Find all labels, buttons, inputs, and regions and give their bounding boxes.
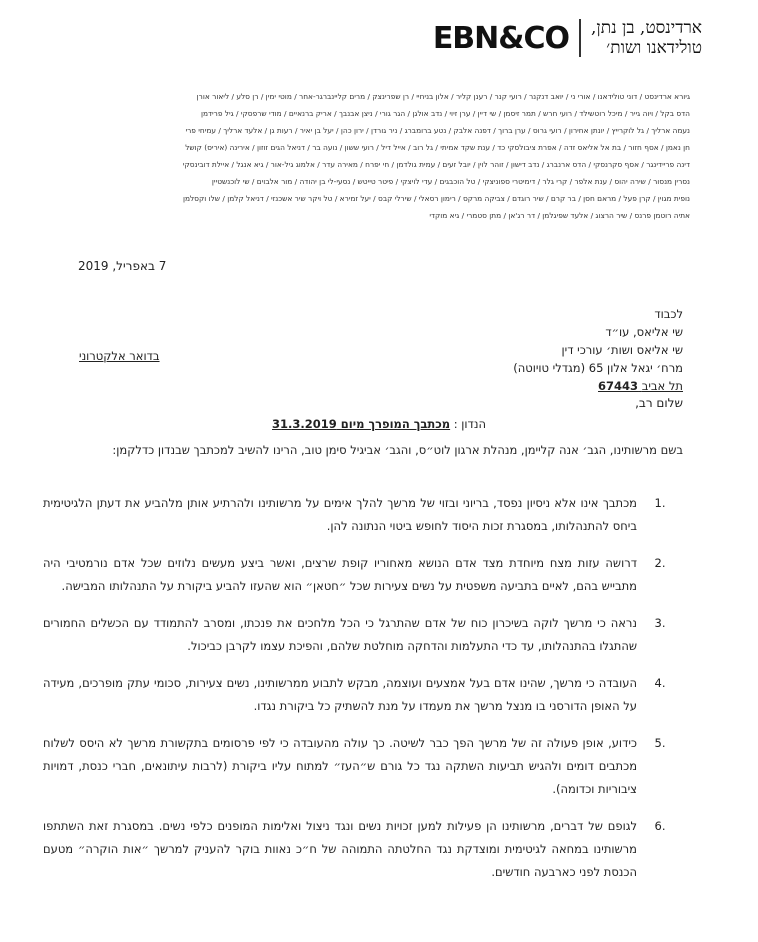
firm-letterhead: [433, 18, 702, 58]
paragraph-number: 4.: [654, 676, 666, 690]
subject-label: הנדון :: [453, 417, 486, 431]
firm-name: [591, 18, 702, 58]
partners-line: נסרין מנסור / שירה יהוס / ענת אלפר / קרי גלר / דימיטרי ספוניצקי / טל הוכבגים / עדי לויצקי / פיטר טייטש / נסעי-לי בן יהודה / מור אלבוים / שי לוכנשטיין: [211, 177, 690, 186]
paragraph-number: 3.: [654, 616, 666, 630]
greeting: שלום רב,: [635, 396, 683, 410]
subject-line: [0, 417, 758, 431]
intro-paragraph: בשם מרשותינו, הגב׳ אנה קליימן, מנהלת ארגון לוט״ס, והגב׳ אביגיל סימן טוב, הרינו להשיב למכתבך שבנדון כדלקמן:: [112, 443, 683, 457]
paragraph-item: [43, 672, 683, 718]
partners-line: אתיה רוטמן פרנס / שיר הרצוג / אלעד שפיגלמן / דר רג'אן / מתן סטמרי / גיא מוקדי: [429, 211, 690, 220]
delivery-method: בדואר אלקטרוני: [79, 349, 160, 363]
paragraph-item: [43, 732, 683, 801]
paragraph-number: 6.: [654, 819, 666, 833]
paragraph-text: העובדה כי מרשך, שהינו אדם בעל אמצעים ועוצמה, מבקש לתבוע ממרשותינו, נשים צעירות, סכומי עתק מופרכים, מעידה על האופן הדורסני בו מנצל מרשך את מעמדו על מנת להשתיק כל ביקורת נגדו.: [43, 676, 637, 713]
firm-logo: EBN&CO: [432, 20, 569, 56]
addressee-line: שי אליאס, עו״ד: [605, 325, 683, 339]
partners-line: נעמה ארליך / גל לוקרייץ / יונתן אחירון / רועי גרוס / ערן ברוך / דפנה אלבק / נטע ברומברג / ניר גורדן / ירון כהן / יעל בן יאיר / רעות גן / אלעד ארליך / עמיחי פרי: [185, 126, 690, 135]
addressee-city-line: [513, 377, 683, 395]
paragraph-number: 5.: [654, 736, 666, 750]
paragraph-text: לגופם של דברים, מרשותינו הן פעילות למען זכויות נשים ונגד ניצול ואלימות המופנים כלפי נשים. במסגרת זאת השתתפו מרשותינו במחאה לגיטימית ומוצדקת נגד החלטתה התמוהה של ח״כ נאוות בוקר להעניק למרשך ״אות הוקרה״ מטעם הכנסת לפני כארבעה חודשים.: [43, 819, 637, 879]
addressee-line: שי אליאס ושות׳ עורכי דין: [561, 343, 683, 357]
addressee-line: לכבוד: [654, 307, 683, 321]
addressee-line: מרח׳ יגאל אלון 65 (מגדלי טויוטה): [513, 361, 683, 375]
paragraph-text: נראה כי מרשך לוקה בשיכרון כוח של אדם שהתרגל כי הכל מלחכים את פנכתו, ומסרב להתמודד עם הכשלים החמורים שהתגלו בהתנהלותו, עד כדי התעלמות והדחקה מוחלטת שלהם, והפיכת עצמו לקרבן כביכול.: [43, 616, 637, 653]
addressee-block: [513, 305, 683, 395]
logo-divider: [579, 19, 581, 57]
paragraph-text: כידוע, אופן פעולה זה של מרשך הפך כבר לשיטה. כך עולה מהעובדה כי לפי פרסומים בתקשורת מרשך לא היסס לשלוח מכתבים דומים ולהגיש תביעות השתקה נגד כל גורם ש״העז״ למתוח עליו ביקורת (לרבות עיתונאים, חברי כנסת, דמויות ציבוריות וכדומה).: [43, 736, 637, 796]
partners-line: חן נאמן / אסף חזור / בת אל אליאס זדה / אפרת ציבולסקי כד / ענת שקד אמיתי / גל רוב / אייל דיל / רועי ששון / נועה בר / דניאל הגים זוזון / אירינה (איריס) קושל: [185, 143, 690, 152]
partners-line: הדס בקל / ויוה גייר / מיכל רוטשילד / רועי חרש / תמר זיסמן / שי דיין / ערן זיוי / נדב אולגן / הגר גורי / ניצן אבנבך / אריק ברנאיים / מודי שרפסקי / גיל פרידמן: [200, 109, 690, 118]
paragraph-number: 1.: [654, 496, 666, 510]
paragraph-text: מכתבך אינו אלא ניסיון נפסד, בריוני ובזוי של מרשך להלך אימים על מרשותינו ולהרתיע אותן מלהביע את דעתן הלגיטימית ביחס להתנהלותו, במסגרת זכות היסוד לחופש ביטוי הנתונה להן.: [43, 496, 637, 533]
partners-line: נופית מגוין / קרן פעל / מראם חסן / בר קרם / שיר רוגדם / צביקה מרקס / רימון רסאלי / שירלי קבס / יעל זמירא / טל ויקר שיר אשכנזי / דניאל קלמן / שלו וקסלמן: [182, 194, 690, 203]
numbered-paragraphs: [43, 492, 683, 884]
firm-name-line2: טולידאנו ושות׳: [606, 38, 702, 58]
partners-line: דינה פריידינגר / אסף סקרנסקי / הדס ארנברג / נדב דישון / זוהר לוין / יובל זעים / עמית גולדמן / חי יפרח / מאירה עדר / אלמוג גיל-אור / גיא אנגל / איילת דובינסקי: [182, 160, 690, 169]
paragraph-item: [43, 815, 683, 884]
paragraph-number: 2.: [654, 556, 666, 570]
subject-text: מכתבך המופרך מיום 31.3.2019: [272, 417, 451, 431]
letter-date: 7 באפריל, 2019: [78, 259, 167, 273]
addressee-zip: 67443: [598, 379, 639, 393]
paragraph-item: [43, 492, 683, 538]
partners-line: גיורא ארדינסט / דוני טולידאנו / אורי ני / יואב דנקנר / רועי קנר / רענן קליר / אלון בניחיי / רן שפרינצק / מרים קליינברגר-אחר / מוטי ימין / רן סלע / ליאור אורן: [196, 92, 690, 101]
partners-list: [72, 88, 690, 224]
addressee-city: תל אביב: [641, 379, 683, 393]
paragraph-text: דרושה עזות מצח מיוחדת מצד אדם הנושא מאחוריו קופת שרצים, ואשר ביצע מעשים נלוזים שכל אדם נורמטיבי היה מתבייש בהם, לאיים בתביעה משפטית על נשים צעירות שכל ״חטאן״ הוא שהעזו להביע ביקורת על התנהלותו המבישה.: [43, 556, 637, 593]
paragraph-item: [43, 612, 683, 658]
paragraph-item: [43, 552, 683, 598]
firm-name-line1: ארדינסט, בן נתן,: [590, 18, 702, 38]
